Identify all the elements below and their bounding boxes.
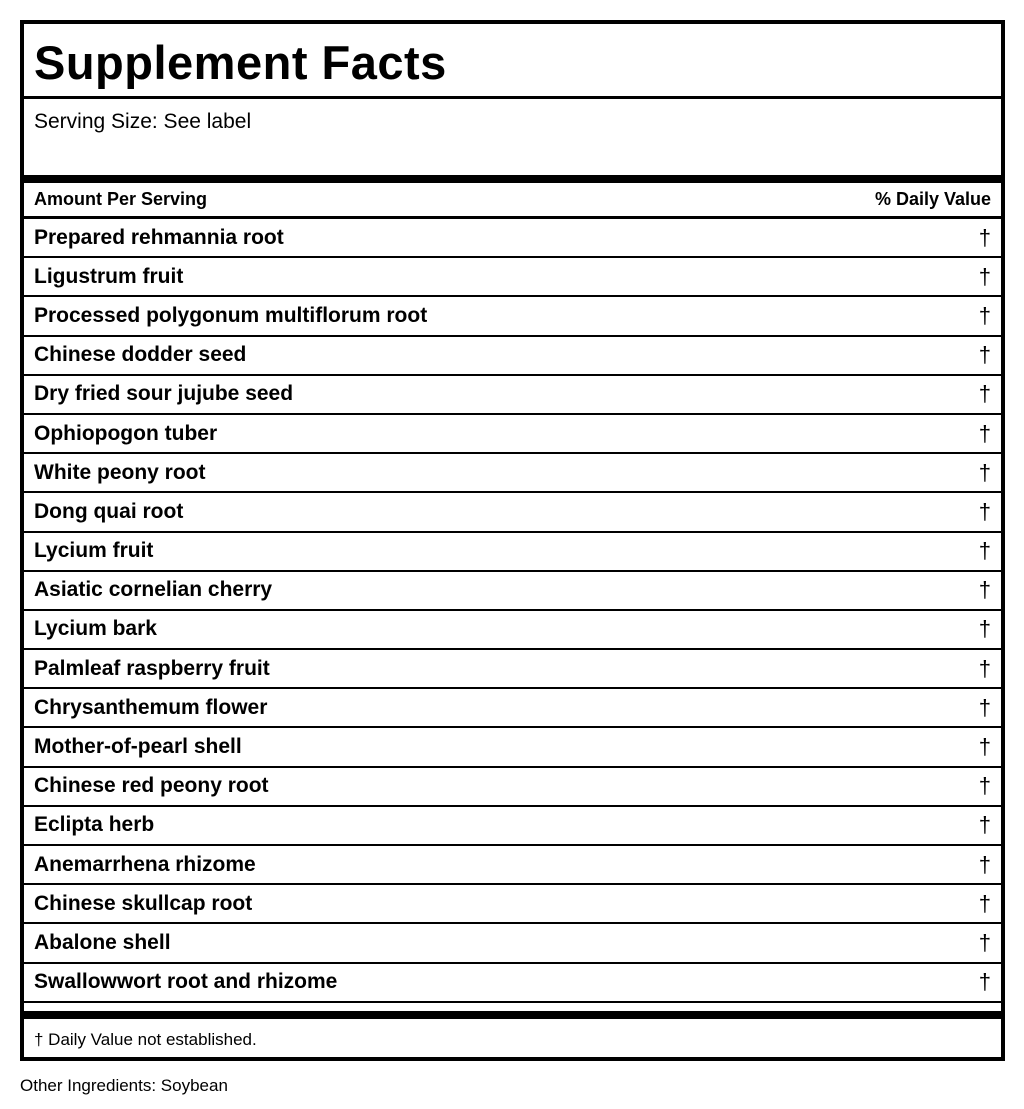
ingredient-row	[24, 493, 1001, 532]
ingredient-row	[24, 297, 1001, 336]
ingredient-name: Chrysanthemum flower	[34, 695, 268, 719]
ingredient-name: Asiatic cornelian cherry	[34, 578, 273, 602]
ingredient-row	[24, 533, 1001, 572]
ingredient-row	[24, 728, 1001, 767]
daily-value-mark: †	[978, 381, 991, 407]
daily-value-mark: †	[978, 577, 991, 603]
ingredient-name: White peony root	[34, 460, 206, 484]
ingredient-name: Eclipta herb	[34, 813, 155, 837]
ingredient-name: Anemarrhena rhizome	[34, 852, 256, 876]
daily-value-mark: †	[978, 616, 991, 642]
daily-value-mark: †	[978, 694, 991, 720]
daily-value-mark: †	[978, 420, 991, 446]
ingredient-row	[24, 807, 1001, 846]
ingredient-row	[24, 454, 1001, 493]
ingredient-row	[24, 376, 1001, 415]
ingredient-name: Chinese red peony root	[34, 774, 269, 798]
ingredient-row	[24, 219, 1001, 258]
serving-size: Serving Size: See label	[34, 110, 252, 133]
daily-value-mark: †	[978, 734, 991, 760]
ingredient-row	[24, 768, 1001, 807]
daily-value-mark: †	[978, 498, 991, 524]
ingredient-name: Dong quai root	[34, 499, 184, 523]
ingredient-name: Prepared rehmannia root	[34, 225, 284, 249]
daily-value-mark: †	[978, 773, 991, 799]
daily-value-header: % Daily Value	[874, 189, 991, 209]
ingredient-name: Processed polygonum multiflorum root	[34, 303, 428, 327]
ingredient-name: Chinese skullcap root	[34, 891, 253, 915]
ingredient-name: Dry fried sour jujube seed	[34, 382, 294, 406]
daily-value-mark: †	[978, 812, 991, 838]
ingredient-name: Lycium bark	[34, 617, 157, 641]
ingredient-row	[24, 258, 1001, 297]
ingredient-row	[24, 689, 1001, 728]
ingredient-row	[24, 572, 1001, 611]
ingredient-name: Ophiopogon tuber	[34, 421, 218, 445]
ingredient-name: Ligustrum fruit	[34, 264, 184, 288]
daily-value-mark: †	[978, 890, 991, 916]
ingredient-list	[24, 219, 1001, 1003]
daily-value-mark: †	[978, 538, 991, 564]
ingredient-row	[24, 650, 1001, 689]
daily-value-mark: †	[978, 342, 991, 368]
daily-value-mark: †	[978, 459, 991, 485]
ingredient-name: Lycium fruit	[34, 539, 154, 563]
ingredient-name: Abalone shell	[34, 930, 171, 954]
daily-value-mark: †	[978, 224, 991, 250]
amount-per-serving-header: Amount Per Serving	[34, 189, 208, 209]
daily-value-mark: †	[978, 929, 991, 955]
ingredient-name: Mother-of-pearl shell	[34, 735, 242, 759]
daily-value-mark: †	[978, 302, 991, 328]
ingredient-row	[24, 415, 1001, 454]
ingredient-name: Palmleaf raspberry fruit	[34, 656, 270, 680]
footnote: † Daily Value not established.	[34, 1029, 257, 1049]
ingredient-row	[24, 964, 1001, 1003]
daily-value-mark: †	[978, 655, 991, 681]
ingredient-row	[24, 924, 1001, 963]
blank-row	[24, 1003, 1001, 1011]
ingredient-name: Swallowwort root and rhizome	[34, 970, 338, 994]
thick-divider-bottom	[24, 1011, 1001, 1019]
ingredient-name: Chinese dodder seed	[34, 343, 247, 367]
ingredient-row	[24, 337, 1001, 376]
column-header-row	[24, 183, 1001, 219]
other-ingredients: Other Ingredients: Soybean	[20, 1076, 228, 1095]
supplement-facts-panel	[20, 20, 1005, 1061]
daily-value-mark: †	[978, 851, 991, 877]
panel-title: Supplement Facts	[24, 24, 1001, 99]
ingredient-row	[24, 611, 1001, 650]
daily-value-mark: †	[978, 263, 991, 289]
ingredient-row	[24, 846, 1001, 885]
thick-divider	[24, 175, 1001, 183]
daily-value-mark: †	[978, 969, 991, 995]
ingredient-row	[24, 885, 1001, 924]
